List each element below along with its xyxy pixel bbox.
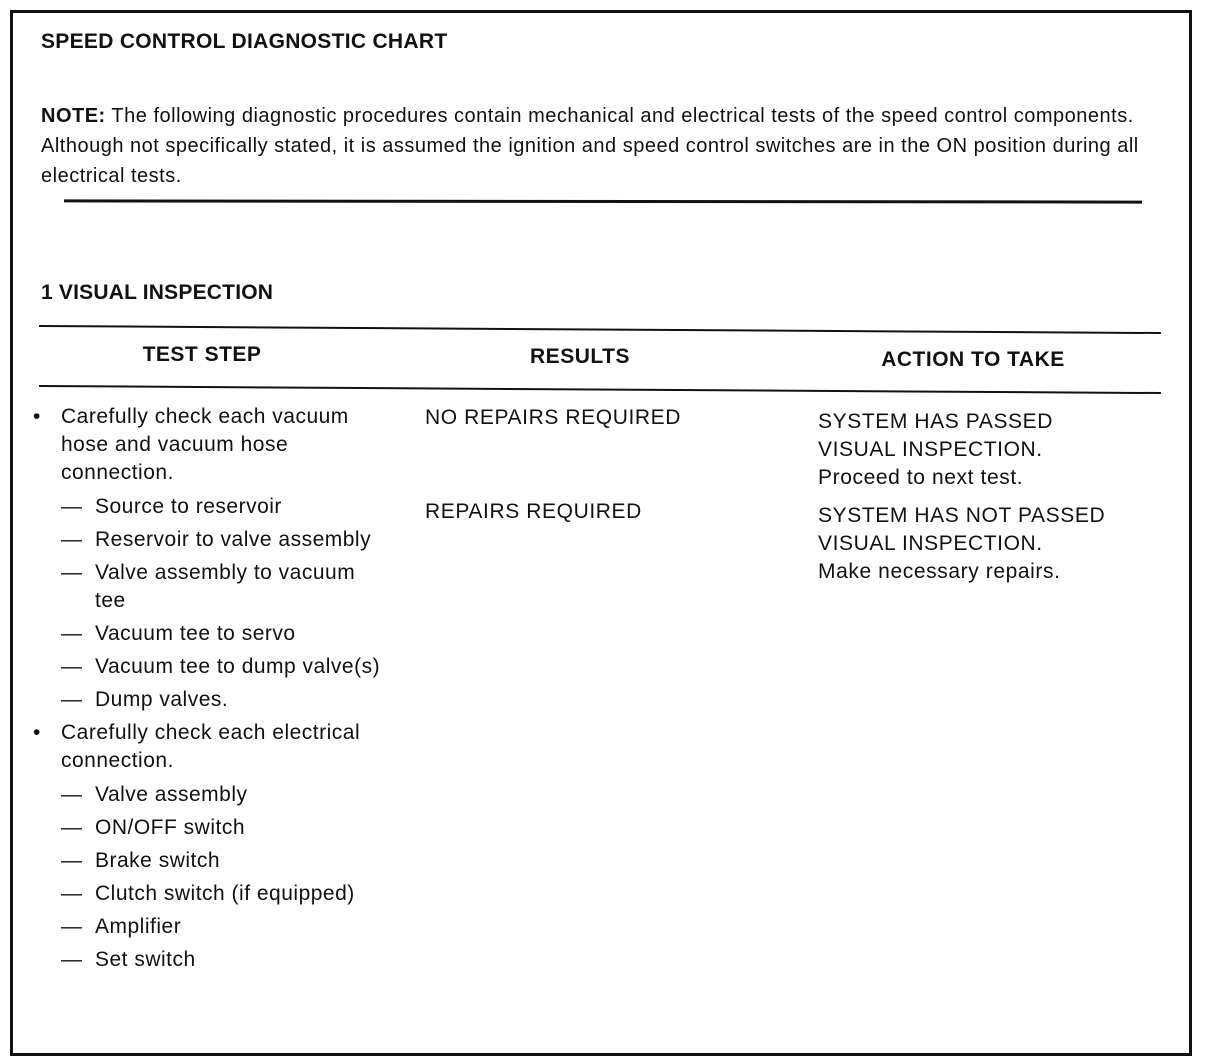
dash-icon: —: [61, 882, 83, 905]
list-item: — Set switch: [30, 946, 390, 974]
list-item: — Vacuum tee to servo: [30, 620, 390, 648]
section-title: 1 VISUAL INSPECTION: [41, 281, 274, 304]
step-vacuum-check: • Carefully check each vacuum hose and vacuum hose connection.: [33, 405, 349, 484]
dash-icon: —: [61, 561, 83, 584]
note-label: NOTE:: [41, 105, 106, 127]
column-header-action: ACTION TO TAKE: [881, 348, 1065, 371]
list-item: — Valve assembly: [30, 781, 390, 809]
dash-icon: —: [61, 849, 83, 872]
dash-icon: —: [61, 495, 83, 518]
test-steps-column: [30, 403, 390, 979]
dash-icon: —: [61, 816, 83, 839]
dash-icon: —: [61, 915, 83, 938]
list-item: — Brake switch: [30, 847, 390, 875]
list-item: — Vacuum tee to dump valve(s): [30, 653, 390, 681]
step-electrical-check: • Carefully check each electrical connection.: [33, 721, 361, 772]
action-not-passed: SYSTEM HAS NOT PASSED VISUAL INSPECTION. Make necessary repairs.: [818, 504, 1106, 583]
result-no-repairs: NO REPAIRS REQUIRED: [425, 406, 682, 429]
action-passed: SYSTEM HAS PASSED VISUAL INSPECTION. Proceed to next test.: [818, 410, 1054, 489]
list-item: — Valve assembly to vacuum tee: [61, 561, 356, 612]
list-item: — Clutch switch (if equipped): [30, 880, 390, 908]
note-paragraph: [41, 101, 1166, 191]
dash-icon: —: [61, 948, 83, 971]
list-item: — Reservoir to valve assembly: [30, 526, 390, 554]
bullet-icon: •: [33, 405, 41, 428]
dash-icon: —: [61, 528, 83, 551]
list-item: — Dump valves.: [30, 686, 390, 714]
column-header-results: RESULTS: [530, 345, 630, 368]
dash-icon: —: [61, 622, 83, 645]
list-item: — Source to reservoir: [30, 493, 390, 521]
column-header-test-step: TEST STEP: [142, 343, 262, 366]
dash-icon: —: [61, 655, 83, 678]
dash-icon: —: [61, 783, 83, 806]
list-item: — ON/OFF switch: [30, 814, 390, 842]
result-repairs: REPAIRS REQUIRED: [425, 500, 642, 523]
dash-icon: —: [61, 688, 83, 711]
bullet-icon: •: [33, 721, 41, 744]
note-text: The following diagnostic procedures contain mechanical and electrical tests of the speed control components. Although not specifically stated, it is assumed the ignition and speed control switches are in the ON position during all electrical tests.: [41, 105, 1139, 187]
list-item: — Amplifier: [30, 913, 390, 941]
chart-title: SPEED CONTROL DIAGNOSTIC CHART: [41, 30, 448, 53]
